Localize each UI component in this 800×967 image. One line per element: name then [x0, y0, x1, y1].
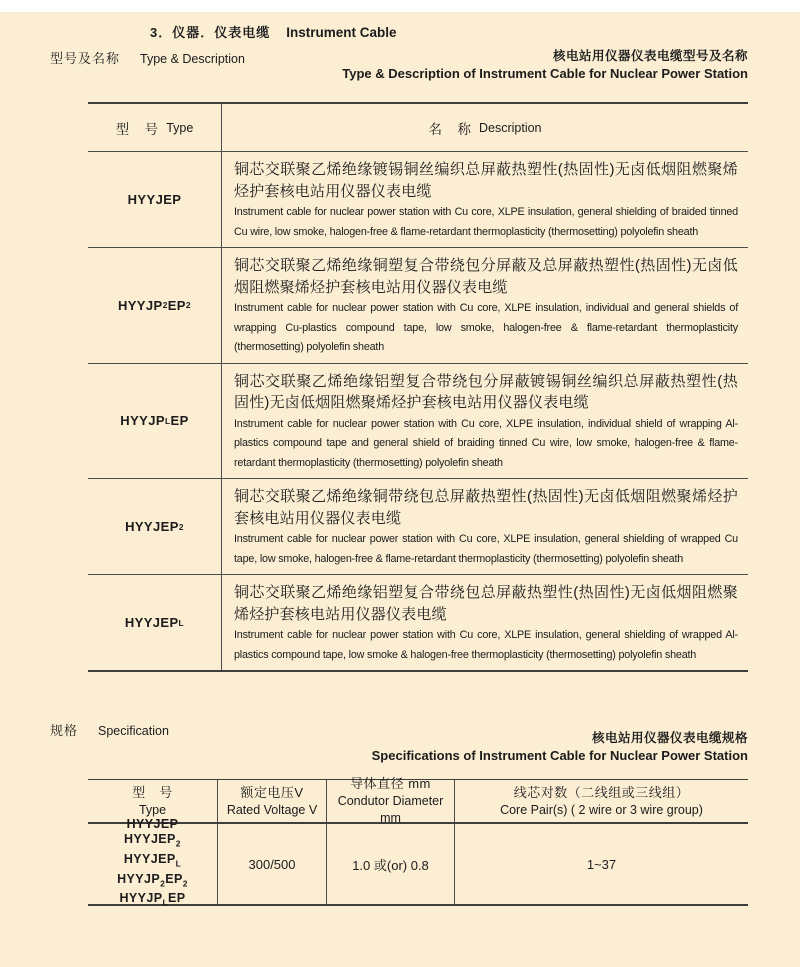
description-en: Instrument cable for nuclear power station with Cu core, XLPE insulation, general shielding of wrapped Al-plastics compound tape, low smoke & halogen-free thermoplasticity (thermosetting) polyolefin sheath: [234, 629, 738, 661]
section1-table-heading-zh: 核电站用仪器仪表电缆型号及名称: [552, 49, 748, 63]
type-code: $HYYJP_LEP$: [119, 891, 186, 908]
spec-diameter-cell: [327, 824, 455, 904]
spec-col-header-diameter-zh: 导体直径 mm: [350, 776, 431, 791]
description-cell: [222, 152, 748, 247]
description-zh: 铜芯交联聚乙烯绝缘铝塑复合带绕包总屏蔽热塑性(热固性)无卤低烟阻燃聚烯烃护套核电站用仪器仪表电缆: [234, 584, 738, 623]
spec-type-list: [117, 817, 188, 911]
type-column-header-en: Type: [166, 120, 194, 135]
conductor-diameter-value: 1.0 或(or) 0.8: [352, 857, 429, 873]
type-table-body: [88, 152, 748, 670]
type-code: HYYJEP L: [88, 575, 222, 670]
description-column-header-en: Description: [478, 120, 542, 135]
section2-label: [50, 720, 169, 739]
section2-label-zh: 规格: [50, 723, 79, 738]
description-zh: 铜芯交联聚乙烯绝缘铝塑复合带绕包分屏蔽镀锡铜丝编织总屏蔽热塑性(热固性)无卤低烟阻燃聚烯烃护套核电站用仪器仪表电缆: [234, 372, 738, 411]
table-header-row: [88, 104, 748, 152]
type-code: HYYJP 2 EP 2: [88, 248, 222, 363]
page-title-zh: 3．仪器．仪表电缆: [150, 25, 271, 40]
type-code: HYYJEP 2: [88, 479, 222, 574]
description-zh: 铜芯交联聚乙烯绝缘铜塑复合带绕包分屏蔽及总屏蔽热塑性(热固性)无卤低烟阻燃聚烯烃护套核电站用仪器仪表电缆: [234, 257, 738, 296]
section1-label-en: Type & Description: [140, 52, 245, 66]
type-code: $HYYJEP_2$: [124, 832, 181, 849]
table-row: [88, 479, 748, 575]
section2-header: [50, 720, 748, 765]
description-cell: [222, 575, 748, 670]
table-data-row: [88, 817, 748, 908]
table-row: [88, 575, 748, 670]
spec-col-header-core-pairs-zh: 线芯对数（二线组或三线组）: [513, 784, 690, 800]
catalog-page: [0, 12, 800, 967]
type-code: $HYYJEP_L$: [123, 851, 182, 869]
description-column-header-zh: 名 称: [428, 121, 472, 137]
table-row: [88, 152, 748, 248]
spec-col-header-type-zh: 型 号: [132, 784, 173, 800]
section1-label-zh: 型号及名称: [50, 51, 121, 66]
section1-header: [50, 48, 748, 83]
description-cell: [222, 364, 748, 479]
page-top-strip: [0, 0, 800, 12]
page-title-en: Instrument Cable: [286, 25, 397, 40]
description-en: Instrument cable for nuclear power station with Cu core, XLPE insulation, general shielding of wrapped Cu tape, low smoke, halogen-free & flame-retardant thermoplasticity (thermosetting) polyolefin sheath: [234, 533, 738, 565]
spec-type-cell: [88, 817, 218, 908]
spec-core-pairs-cell: [455, 824, 748, 904]
section2-label-en: Specification: [98, 724, 169, 738]
description-en: Instrument cable for nuclear power station with Cu core, XLPE insulation, general shielding of braided tinned Cu wire, low smoke, halogen-free & flame-retardant thermoplasticity (thermosetting) polyolefin sheath: [234, 206, 738, 238]
section2-table-heading-en: Specifications of Instrument Cable for Nuclear Power Station: [371, 748, 748, 763]
spec-col-header-core-pairs: [455, 780, 748, 822]
specification-table: [88, 776, 748, 908]
spec-col-header-voltage-zh: 额定电压V: [240, 784, 304, 800]
type-column-header-zh: 型 号: [115, 121, 160, 137]
spec-col-header-diameter: [327, 776, 455, 825]
type-code: HYYJP L EP: [88, 364, 222, 479]
section1-table-heading-en: Type & Description of Instrument Cable for Nuclear Power Station: [342, 66, 748, 81]
type-code: HYYJEP: [88, 152, 222, 247]
core-pairs-value: 1~37: [586, 856, 617, 872]
type-description-table: [88, 102, 748, 672]
description-column-header: [222, 104, 748, 151]
table-row: [88, 248, 748, 364]
description-zh: 铜芯交联聚乙烯绝缘镀锡铜丝编织总屏蔽热塑性(热固性)无卤低烟阻燃聚烯烃护套核电站用仪器仪表电缆: [234, 161, 738, 200]
description-zh: 铜芯交联聚乙烯绝缘铜带绕包总屏蔽热塑性(热固性)无卤低烟阻燃聚烯烃护套核电站用仪器仪表电缆: [234, 488, 738, 527]
spec-col-header-core-pairs-en: Core Pair(s) ( 2 wire or 3 wire group): [500, 802, 703, 817]
spec-col-header-voltage-en: Rated Voltage V: [226, 802, 318, 817]
table-row: [88, 364, 748, 480]
spec-col-header-type: [88, 780, 218, 822]
page-title: [150, 22, 800, 41]
section1-table-heading: [342, 48, 748, 83]
type-code: $HYYJP_2EP_2$: [117, 871, 188, 889]
spec-col-header-diameter-en: Condutor Diameter mm: [337, 794, 444, 825]
section2-table-heading: [372, 730, 748, 765]
type-code: HYYJEP: [126, 817, 179, 831]
section2-table-heading-zh: 核电站用仪器仪表电缆规格: [591, 731, 748, 745]
spec-voltage-cell: [218, 824, 327, 904]
section1-label: [50, 48, 245, 67]
type-column-header: [88, 104, 222, 151]
rated-voltage-value: 300/500: [248, 856, 296, 872]
description-cell: [222, 479, 748, 574]
spec-col-header-voltage: [218, 780, 327, 822]
spec-col-header-type-en: Type: [138, 802, 167, 817]
description-cell: [222, 248, 748, 363]
description-en: Instrument cable for nuclear power station with Cu core, XLPE insulation, individual shield of wrapping Al-plastics compound tape and general shield of braiding tinned Cu wire, low smoke, halogen-free & flame-retardant thermoplasticity (thermosetting) polyolefin sheath: [234, 417, 738, 469]
description-en: Instrument cable for nuclear power station with Cu core, XLPE insulation, individual and general shields of wrapping Cu-plastics compound tape, low smoke, halogen-free & flame-retardant thermoplasticity (thermosetting) polyolefin sheath: [234, 302, 738, 353]
